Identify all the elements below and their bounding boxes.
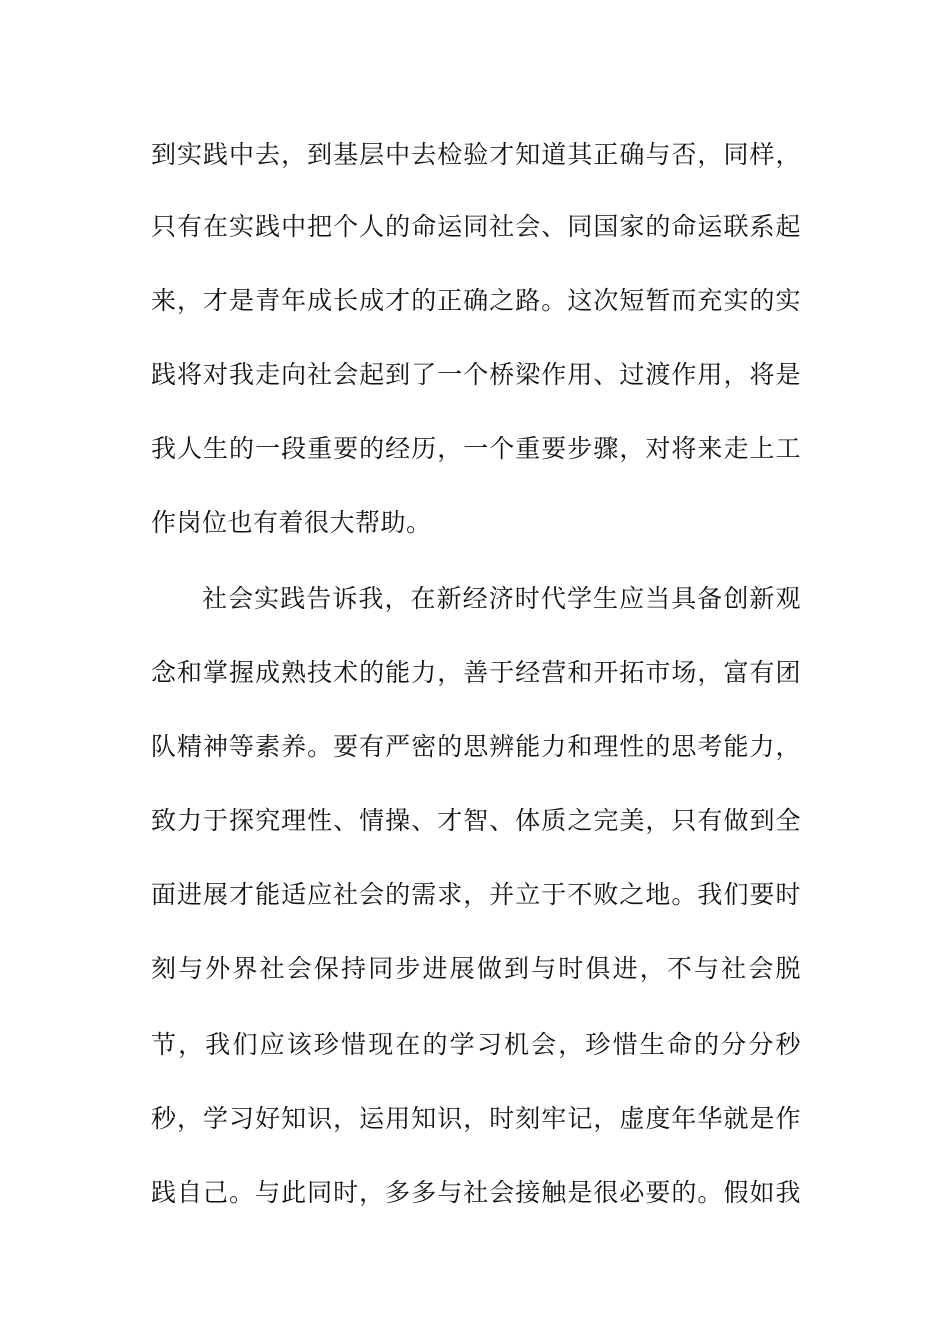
text-line-10: 致力于探究理性、情操、才智、体质之完美，只有做到全 xyxy=(151,806,801,835)
text-line-8: 念和掌握成熟技术的能力，善于经营和开拓市场，富有团 xyxy=(151,658,801,687)
text-line-1: 到实践中去，到基层中去检验才知道其正确与否，同样， xyxy=(151,140,801,169)
text-line-5: 我人生的一段重要的经历，一个重要步骤，对将来走上工 xyxy=(151,434,801,463)
text-line-3: 来，才是青年成长成才的正确之路。这次短暂而充实的实 xyxy=(151,286,801,315)
text-line-2: 只有在实践中把个人的命运同社会、同国家的命运联系起 xyxy=(151,212,801,241)
text-line-13: 节，我们应该珍惜现在的学习机会，珍惜生命的分分秒 xyxy=(151,1030,801,1059)
text-line-4: 践将对我走向社会起到了一个桥梁作用、过渡作用，将是 xyxy=(151,360,801,389)
text-line-12: 刻与外界社会保持同步进展做到与时俱进，不与社会脱 xyxy=(151,954,801,983)
text-line-15: 践自己。与此同时，多多与社会接触是很必要的。假如我 xyxy=(151,1178,801,1207)
text-line-11: 面进展才能适应社会的需求，并立于不败之地。我们要时 xyxy=(151,880,801,909)
text-line-6: 作岗位也有着很大帮助。 xyxy=(151,508,432,537)
text-line-7: 社会实践告诉我，在新经济时代学生应当具备创新观 xyxy=(202,584,801,613)
text-line-14: 秒，学习好知识，运用知识，时刻牢记，虚度年华就是作 xyxy=(151,1104,801,1133)
text-line-9: 队精神等素养。要有严密的思辨能力和理性的思考能力， xyxy=(151,732,801,761)
